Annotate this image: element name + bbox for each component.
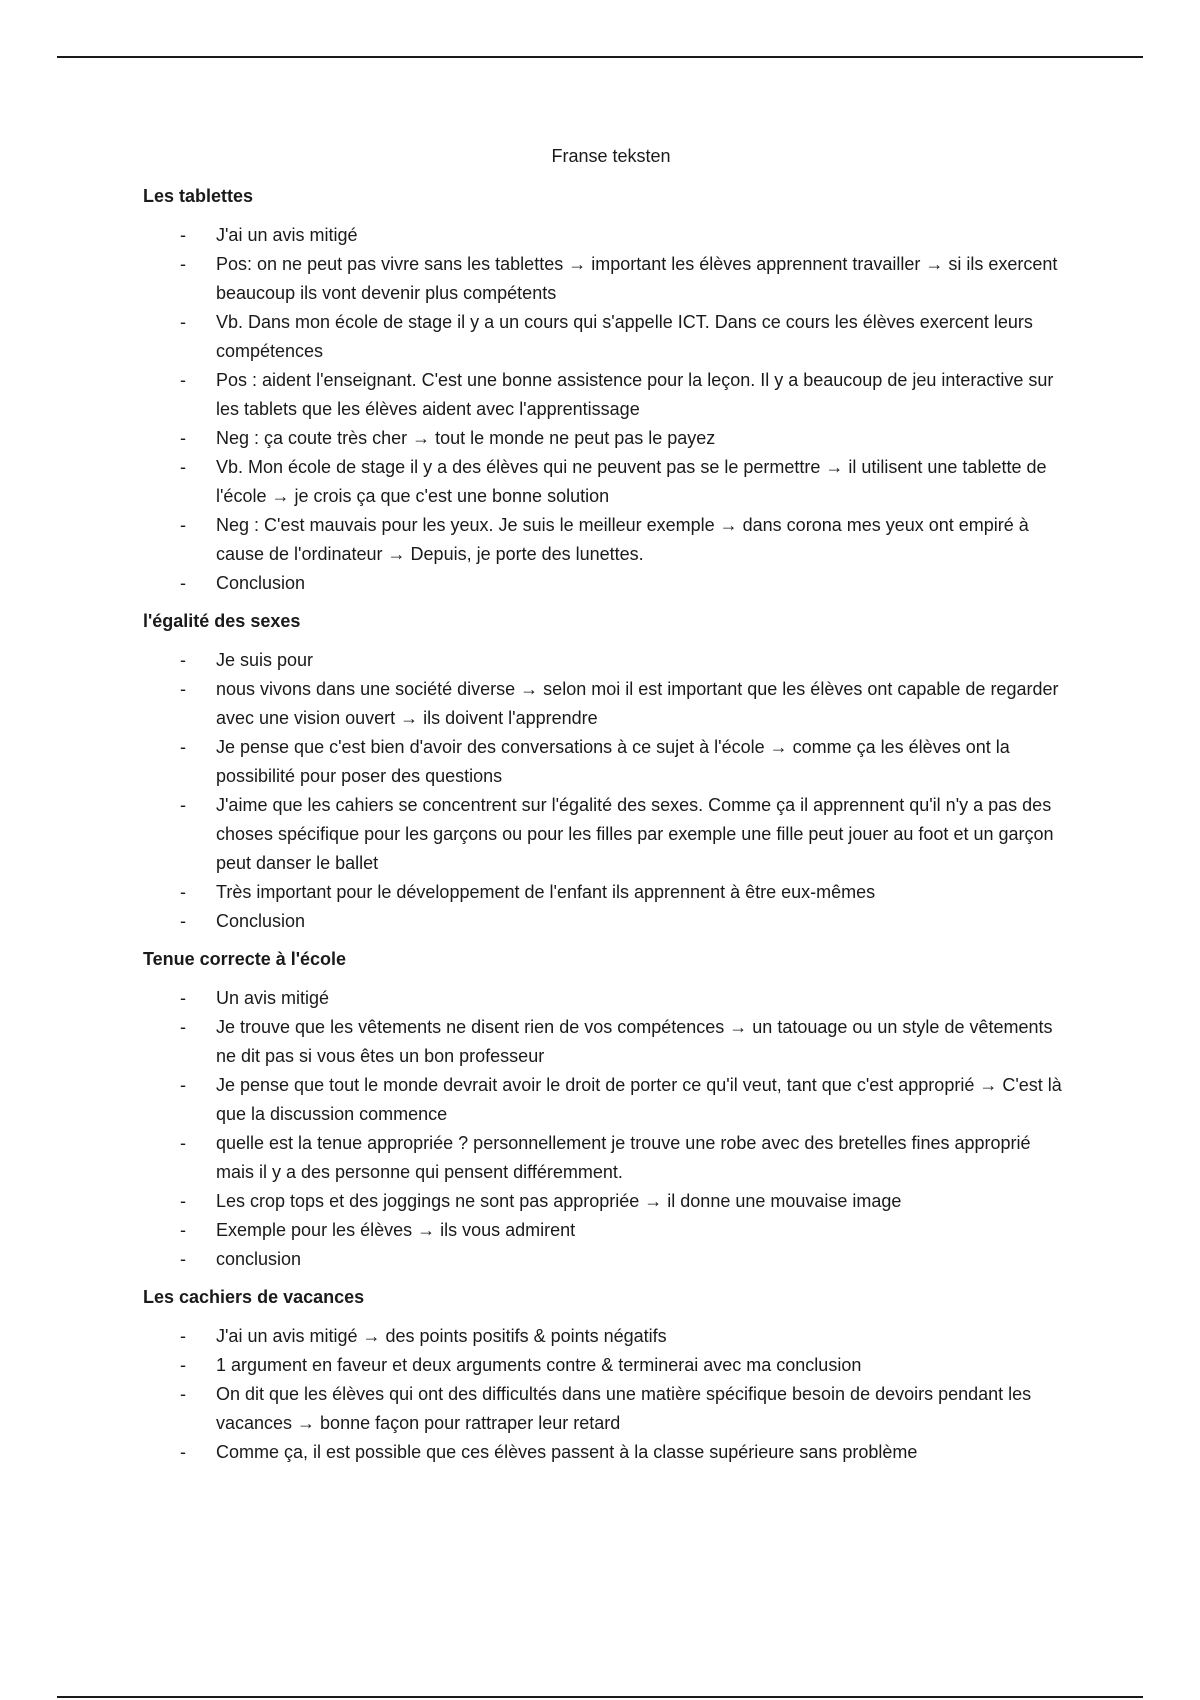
list-item: - conclusion (143, 1245, 1063, 1274)
list-item: - Conclusion (143, 569, 1063, 598)
bullet-list (143, 1322, 1063, 1467)
section-tenue-correcte (143, 946, 1063, 1274)
document-body (143, 143, 1063, 1477)
list-item: - Les crop tops et des joggings ne sont pas appropriée → il donne une mouvaise image (143, 1187, 1063, 1216)
section-heading: l'égalité des sexes (143, 611, 301, 631)
section-heading: Tenue correcte à l'école (143, 949, 347, 969)
bullet-list (143, 984, 1063, 1274)
list-item: - Neg : ça coute très cher → tout le monde ne peut pas le payez (143, 424, 1063, 453)
list-item: - Je trouve que les vêtements ne disent rien de vos compétences → un tatouage ou un style de vêtements ne dit pas si vous êtes un bon professeur (143, 1013, 1063, 1071)
list-item: - quelle est la tenue appropriée ? personnellement je trouve une robe avec des bretelles fines approprié mais il y a des personne qui pensent différemment. (143, 1129, 1063, 1187)
footer-rule (57, 1696, 1143, 1698)
list-item: - 1 argument en faveur et deux arguments contre & terminerai avec ma conclusion (143, 1351, 1063, 1380)
list-item: - Neg : C'est mauvais pour les yeux. Je suis le meilleur exemple → dans corona mes yeux ont empiré à cause de l'ordinateur → Depuis, je porte des lunettes. (143, 511, 1063, 569)
document-title: Franse teksten (551, 146, 671, 166)
list-item: - Exemple pour les élèves → ils vous admirent (143, 1216, 1063, 1245)
list-item: - Vb. Mon école de stage il y a des élèves qui ne peuvent pas se le permettre → il utilisent une tablette de l'école → je crois ça que c'est une bonne solution (143, 453, 1063, 511)
bullet-list (143, 221, 1063, 598)
list-item: - Je pense que c'est bien d'avoir des conversations à ce sujet à l'école → comme ça les élèves ont la possibilité pour poser des questions (143, 733, 1063, 791)
list-item: - Comme ça, il est possible que ces élèves passent à la classe supérieure sans problème (143, 1438, 1063, 1467)
list-item: - Pos: on ne peut pas vivre sans les tablettes → important les élèves apprennent travailler → si ils exercent beaucoup ils vont devenir plus compétents (143, 250, 1063, 308)
list-item: - Vb. Dans mon école de stage il y a un cours qui s'appelle ICT. Dans ce cours les élèves exercent leurs compétences (143, 308, 1063, 366)
section-heading: Les cachiers de vacances (143, 1287, 365, 1307)
list-item: - On dit que les élèves qui ont des difficultés dans une matière spécifique besoin de devoirs pendant les vacances → bonne façon pour rattraper leur retard (143, 1380, 1063, 1438)
list-item: - J'ai un avis mitigé → des points positifs & points négatifs (143, 1322, 1063, 1351)
list-item: - Très important pour le développement de l'enfant ils apprennent à être eux-mêmes (143, 878, 1063, 907)
list-item: - Je suis pour (143, 646, 1063, 675)
list-item: - J'aime que les cahiers se concentrent sur l'égalité des sexes. Comme ça il apprennent qu'il n'y a pas des choses spécifique pour les garçons ou pour les filles par exemple une fille peut jouer au foot et un garçon peut danser le ballet (143, 791, 1063, 878)
header-rule (57, 56, 1143, 58)
list-item: - J'ai un avis mitigé (143, 221, 1063, 250)
bullet-list (143, 646, 1063, 936)
list-item: - Je pense que tout le monde devrait avoir le droit de porter ce qu'il veut, tant que c'est approprié → C'est là que la discussion commence (143, 1071, 1063, 1129)
list-item: - Conclusion (143, 907, 1063, 936)
section-heading: Les tablettes (143, 186, 254, 206)
section-cahiers-de-vacances (143, 1284, 1063, 1467)
section-tablettes (143, 183, 1063, 598)
section-egalite-des-sexes (143, 608, 1063, 936)
list-item: - Pos : aident l'enseignant. C'est une bonne assistence pour la leçon. Il y a beaucoup de jeu interactive sur les tablets que les élèves aident avec l'apprentissage (143, 366, 1063, 424)
list-item: - Un avis mitigé (143, 984, 1063, 1013)
list-item: - nous vivons dans une société diverse → selon moi il est important que les élèves ont capable de regarder avec une vision ouvert → ils doivent l'apprendre (143, 675, 1063, 733)
